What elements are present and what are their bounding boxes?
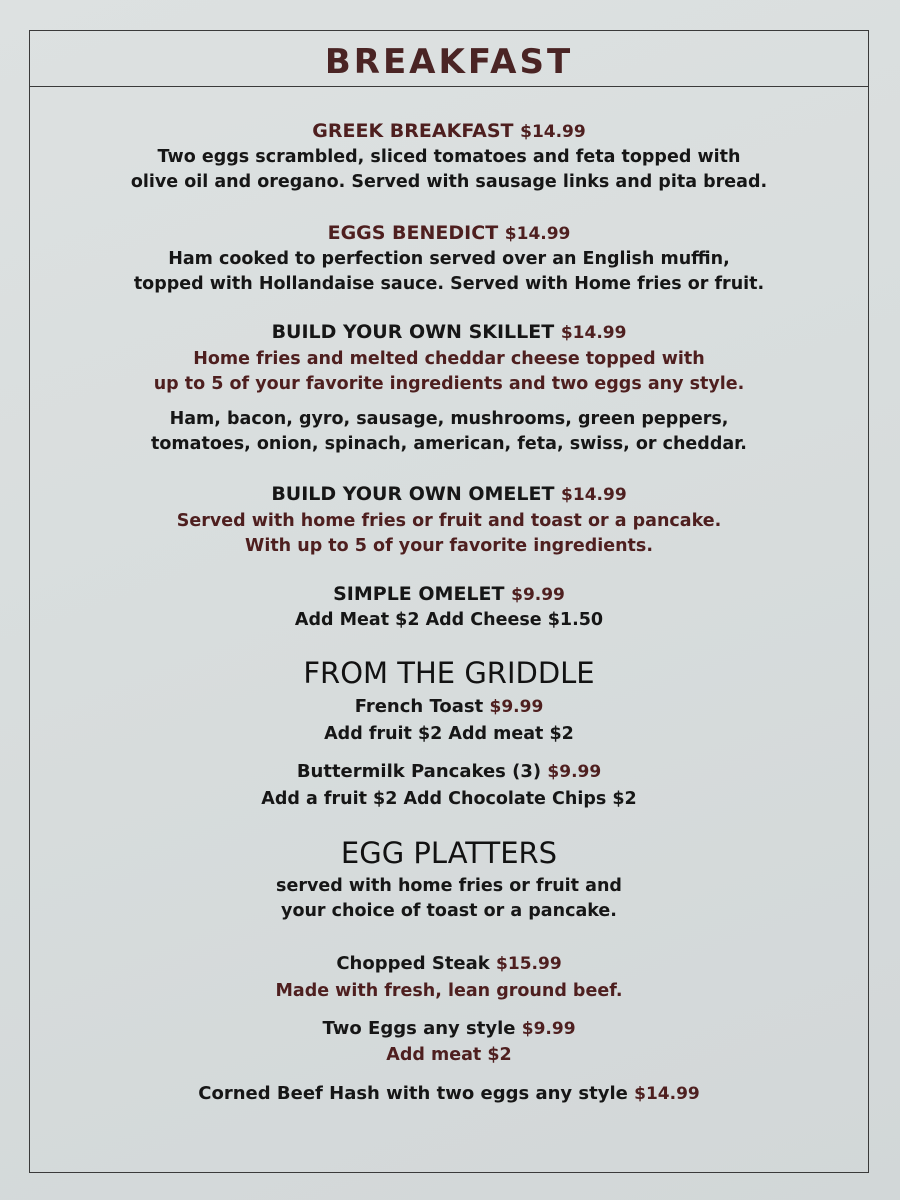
item-name: Two Eggs any style: [322, 1018, 516, 1039]
section-heading-griddle: FROM THE GRIDDLE: [303, 656, 595, 690]
item-name: GREEK BREAKFAST: [312, 120, 514, 142]
item-price: $9.99: [511, 585, 565, 605]
eggs-benedict-desc-2: topped with Hollandaise sauce. Served with Home fries or fruit.: [133, 274, 765, 294]
omelet-desc-1: Served with home fries or fruit and toast or a pancake.: [176, 511, 722, 531]
item-name: Corned Beef Hash with two eggs any style: [198, 1083, 628, 1104]
item-price: $9.99: [547, 762, 602, 782]
menu-title: BREAKFAST: [324, 42, 574, 82]
item-name: Chopped Steak: [336, 953, 490, 974]
omelet-heading: [29, 483, 869, 505]
item-name: BUILD YOUR OWN SKILLET: [271, 321, 555, 343]
pancakes-heading: [29, 761, 869, 782]
greek-breakfast-heading: [29, 120, 869, 142]
egg-platters-note-2: your choice of toast or a pancake.: [281, 901, 617, 921]
item-price: $14.99: [634, 1084, 700, 1104]
simple-omelet-heading: [29, 583, 869, 605]
skillet-ingredients-1: Ham, bacon, gyro, sausage, mushrooms, green peppers,: [169, 409, 729, 429]
simple-omelet-addons: Add Meat $2 Add Cheese $1.50: [294, 610, 604, 630]
skillet-heading: [29, 321, 869, 343]
greek-breakfast-desc-1: Two eggs scrambled, sliced tomatoes and feta topped with: [157, 147, 741, 167]
item-price: $15.99: [496, 954, 562, 974]
skillet-ingredients-2: tomatoes, onion, spinach, american, feta, swiss, or cheddar.: [151, 434, 747, 454]
greek-breakfast-desc-2: olive oil and oregano. Served with sausage links and pita bread.: [130, 172, 768, 192]
corned-beef-hash-heading: [29, 1083, 869, 1104]
french-toast-addons: Add fruit $2 Add meat $2: [324, 724, 574, 744]
skillet-desc-2: up to 5 of your favorite ingredients and two eggs any style.: [153, 374, 745, 394]
two-eggs-addons: Add meat $2: [386, 1045, 512, 1065]
section-heading-egg-platters: EGG PLATTERS: [340, 836, 558, 870]
item-name: Buttermilk Pancakes (3): [296, 761, 542, 782]
item-name: French Toast: [354, 696, 484, 717]
eggs-benedict-heading: [29, 222, 869, 244]
item-name: SIMPLE OMELET: [333, 583, 505, 605]
chopped-steak-desc: Made with fresh, lean ground beef.: [275, 981, 623, 1001]
item-name: BUILD YOUR OWN OMELET: [271, 483, 555, 505]
skillet-desc-1: Home fries and melted cheddar cheese topped with: [193, 349, 705, 369]
item-name: EGGS BENEDICT: [327, 222, 499, 244]
item-price: $14.99: [520, 122, 586, 142]
egg-platters-note-1: served with home fries or fruit and: [276, 876, 622, 896]
item-price: $14.99: [504, 224, 571, 244]
title-bar: [30, 31, 868, 87]
chopped-steak-heading: [29, 953, 869, 974]
two-eggs-heading: [29, 1018, 869, 1039]
item-price: $9.99: [521, 1019, 576, 1039]
french-toast-heading: [29, 696, 869, 717]
item-price: $14.99: [560, 323, 627, 343]
item-price: $9.99: [489, 697, 544, 717]
omelet-desc-2: With up to 5 of your favorite ingredients.: [245, 536, 653, 556]
item-price: $14.99: [561, 485, 627, 505]
pancakes-addons: Add a fruit $2 Add Chocolate Chips $2: [261, 789, 637, 809]
eggs-benedict-desc-1: Ham cooked to perfection served over an English muffin,: [168, 249, 730, 269]
